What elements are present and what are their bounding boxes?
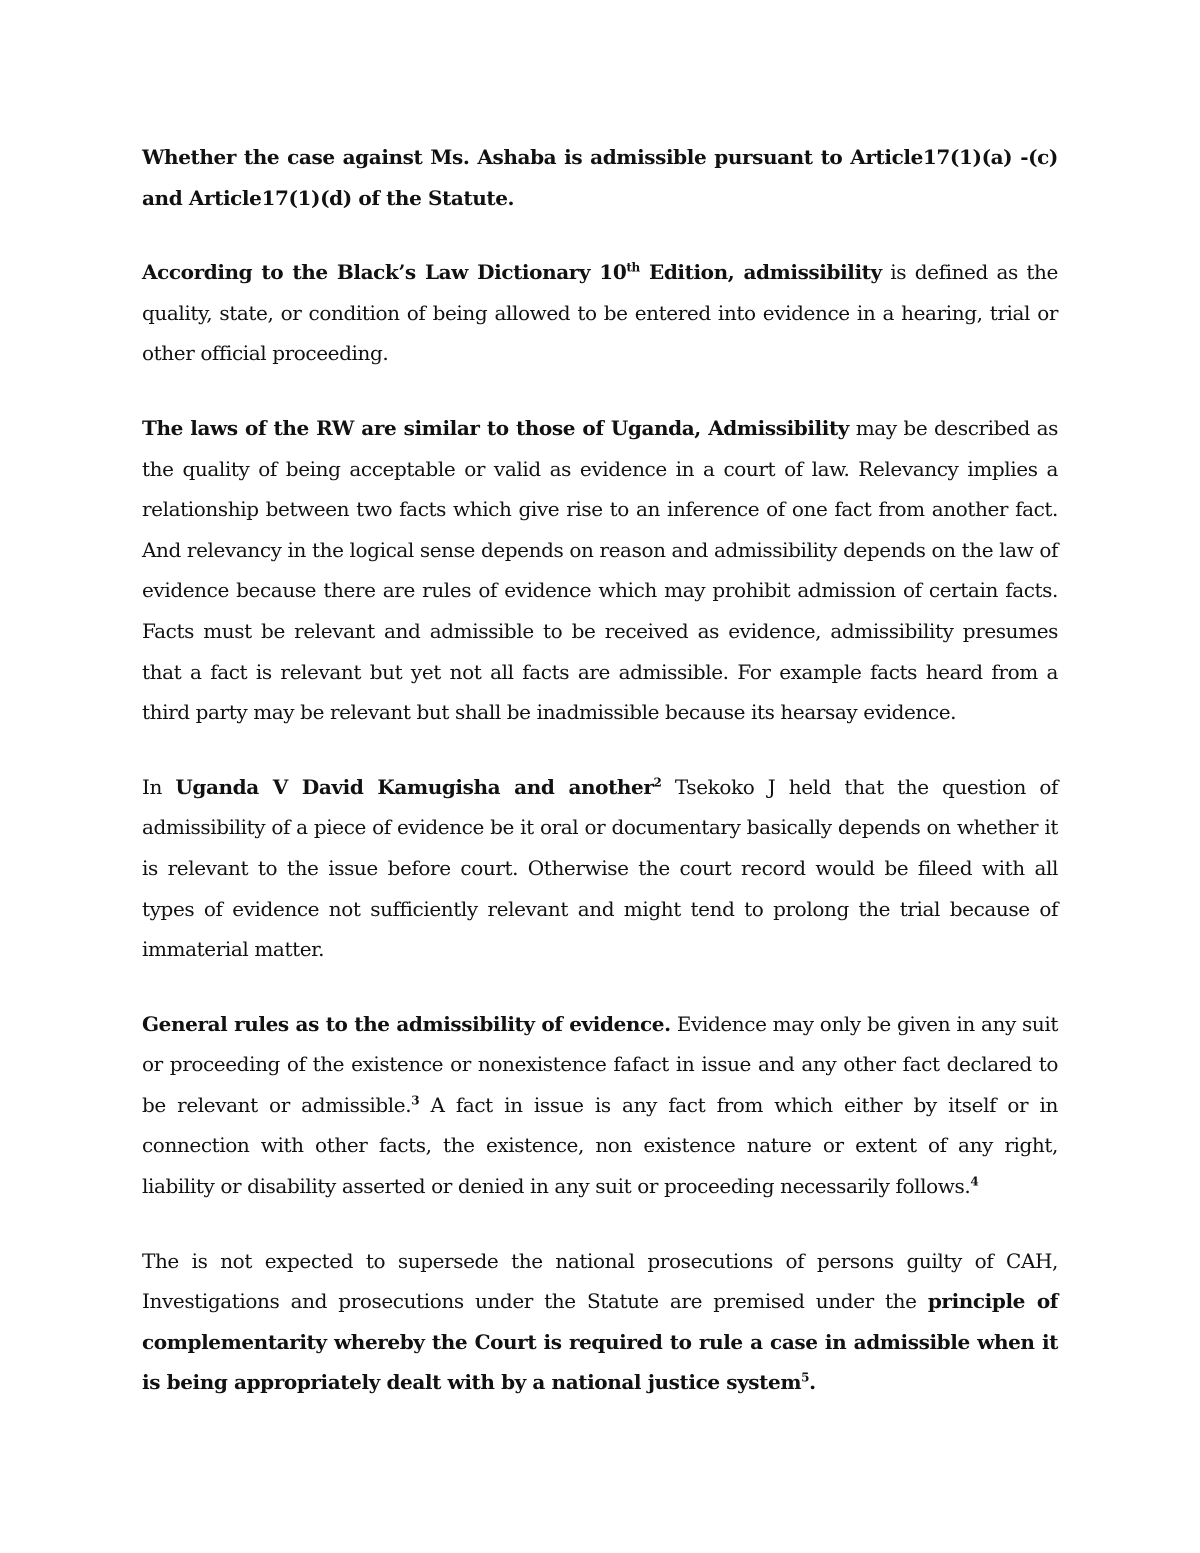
- paragraph-heading-question: [142, 137, 1058, 218]
- footnote-ref-4[interactable]: 4: [970, 1174, 979, 1189]
- paragraph-laws-rw: [142, 408, 1058, 733]
- document-page: [142, 137, 1058, 1437]
- complementarity-principle: principle of complementarity whereby the Court is required to rule a case in admissible when it is being appropriately dealt with by a national justice system: [142, 1289, 1058, 1395]
- laws-rw-lead: The laws of the RW are similar to those of Uganda, Admissibility: [142, 415, 850, 440]
- footnote-ref-5[interactable]: 5: [801, 1370, 810, 1385]
- complementarity-text: The is not expected to supersede the national prosecutions of persons guilty of CAH, Investigations and prosecutions under the Statute are premised under the: [142, 1248, 1058, 1314]
- case-name: Uganda V David Kamugisha and another: [175, 774, 654, 799]
- paragraph-general-rules: [142, 1004, 1058, 1207]
- general-rules-lead: General rules as to the admissibility of evidence.: [142, 1011, 671, 1036]
- superscript-th: th: [626, 260, 640, 275]
- definition-source-edition: Edition, admissibility: [639, 260, 882, 285]
- general-rules-text-1: Evidence may only be given in any suit or proceeding of the existence or nonexistence fafact in issue and any other fact declared to be relevant or admissible.: [142, 1011, 1058, 1117]
- case-text: Tsekoko J held that the question of admissibility of a piece of evidence be it oral or documentary basically depends on whether it is relevant to the issue before court. Otherwise the court record would be fileed with all types of evidence not sufficiently relevant and might tend to prolong the trial because of immaterial matter.: [142, 774, 1058, 962]
- footnote-ref-3[interactable]: 3: [411, 1093, 420, 1108]
- footnote-ref-2[interactable]: 2: [653, 775, 662, 790]
- laws-rw-text: may be described as the quality of being acceptable or valid as evidence in a court of law. Relevancy implies a relationship between two facts which give rise to an inference of one fact from another fact. And relevancy in the logical sense depends on reason and admissibility depends on the law of evidence because there are rules of evidence which may prohibit admission of certain facts. Facts must be relevant and admissible to be received as evidence, admissibility presumes that a fact is relevant but yet not all facts are admissible. For example facts heard from a third party may be relevant but shall be inadmissible because its hearsay evidence.: [142, 415, 1058, 725]
- complementarity-end: .: [809, 1370, 816, 1395]
- paragraph-definition: [142, 252, 1058, 374]
- general-rules-text-2: A fact in issue is any fact from which either by itself or in connection with other facts, the existence, non existence nature or extent of any right, liability or disability asserted or denied in any suit or proceeding necessarily follows.: [142, 1092, 1059, 1199]
- definition-text: is defined as the quality, state, or condition of being allowed to be entered into evidence in a hearing, trial or other official proceeding.: [142, 260, 1058, 366]
- definition-source-lead: According to the Black’s Law Dictionary 10: [142, 260, 627, 285]
- paragraph-complementarity: [142, 1241, 1058, 1403]
- case-lead: In: [142, 774, 176, 799]
- paragraph-case-kamugisha: [142, 767, 1058, 970]
- heading-question-text: Whether the case against Ms. Ashaba is admissible pursuant to Article17(1)(a) -(c) and Article17(1)(d) of the Statute.: [142, 145, 1058, 210]
